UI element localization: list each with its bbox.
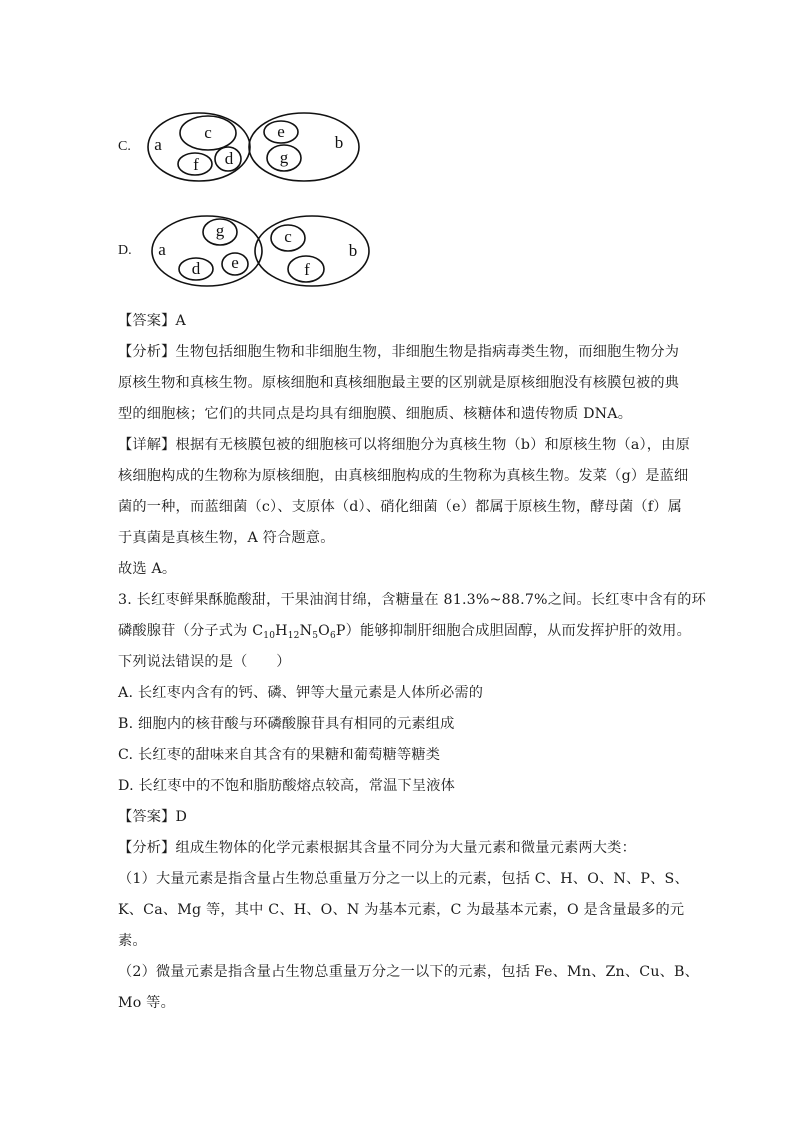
q3-stem-line-3: 下列说法错误的是（ ） (118, 654, 291, 670)
q2-analysis-line-1: 【分析】生物包括细胞生物和非细胞生物，非细胞生物是指病毒类生物，而细胞生物分为 (118, 344, 680, 360)
q3-analysis-line-2: （1）大量元素是指含量占生物总重量万分之一以上的元素，包括 C、H、O、N、P、S、 (118, 871, 689, 887)
label-c: c (204, 122, 212, 142)
q3-analysis-line-6: Mo 等。 (118, 995, 175, 1011)
q3-analysis-line-5: （2）微量元素是指含量占生物总重量万分之一以下的元素，包括 Fe、Mn、Zn、Cu、B、 (118, 964, 700, 980)
label-b: b (334, 132, 344, 152)
label-d: d (224, 148, 234, 168)
option-d-venn-diagram (140, 210, 380, 292)
label-b: b (348, 240, 358, 260)
q2-analysis-line-2: 原核生物和真核生物。原核细胞和真核细胞最主要的区别就是原核细胞没有核膜包被的典 (118, 375, 680, 391)
q2-detail-line-1: 【详解】根据有无核膜包被的细胞核可以将细胞分为真核生物（b）和原核生物（a），由原 (118, 437, 690, 453)
set-a-ellipse (152, 216, 262, 286)
label-g: g (215, 220, 225, 240)
label-f: f (193, 154, 199, 174)
set-a-ellipse (148, 113, 250, 181)
q2-analysis-line-3: 型的细胞核；它们的共同点是均具有细胞膜、细胞质、核糖体和遗传物质 DNA。 (118, 406, 633, 422)
q3-analysis-line-4: 素。 (118, 933, 147, 949)
q2-detail-line-4: 于真菌是真核生物，A 符合题意。 (118, 530, 335, 546)
option-d-label: D. (118, 243, 132, 258)
q3-choice-d: D. 长红枣中的不饱和脂肪酸熔点较高，常温下呈液体 (118, 778, 456, 794)
label-f: f (304, 259, 310, 279)
q3-analysis-line-3: K、Ca、Mg 等，其中 C、H、O、N 为基本元素，C 为最基本元素，O 是含量最多的元 (118, 902, 685, 918)
q3-analysis-line-1: 【分析】组成生物体的化学元素根据其含量不同分为大量元素和微量元素两大类： (118, 840, 636, 856)
q2-detail-line-3: 菌的一种，而蓝细菌（c）、支原体（d）、硝化细菌（e）都属于原核生物，酵母菌（f）属 (118, 499, 683, 515)
q3-stem-line-2: 磷酸腺苷（分子式为 $C_{10}H_{12}N_5O_6P$）能够抑制肝细胞合成胆固醇，从而发挥护肝的效用。 (118, 623, 691, 641)
q3-choice-a: A. 长红枣内含有的钙、磷、钾等大量元素是人体所必需的 (118, 685, 484, 701)
option-c-venn-diagram (140, 110, 370, 190)
label-g: g (279, 147, 289, 167)
label-e: e (277, 121, 285, 141)
q2-detail-line-2: 核细胞构成的生物称为原核细胞，由真核细胞构成的生物称为真核生物。发菜（g）是蓝细 (118, 468, 689, 484)
label-a: a (158, 239, 166, 259)
option-c-label: C. (118, 139, 131, 154)
q3-answer: 【答案】D (118, 809, 188, 825)
label-d: d (191, 258, 201, 278)
label-e: e (231, 252, 239, 272)
q2-conclusion: 故选 A。 (118, 561, 177, 577)
q3-choice-b: B. 细胞内的核苷酸与环磷酸腺苷具有相同的元素组成 (118, 716, 455, 732)
label-a: a (154, 134, 162, 154)
q3-stem-line-1: 3. 长红枣鲜果酥脆酸甜，干果油润甘绵，含糖量在 81.3%~88.7%之间。长红枣中含有的环 (118, 592, 706, 608)
q3-choice-c: C. 长红枣的甜味来自其含有的果糖和葡萄糖等糖类 (118, 747, 441, 763)
q2-answer: 【答案】A (118, 313, 186, 329)
label-c: c (284, 226, 292, 246)
